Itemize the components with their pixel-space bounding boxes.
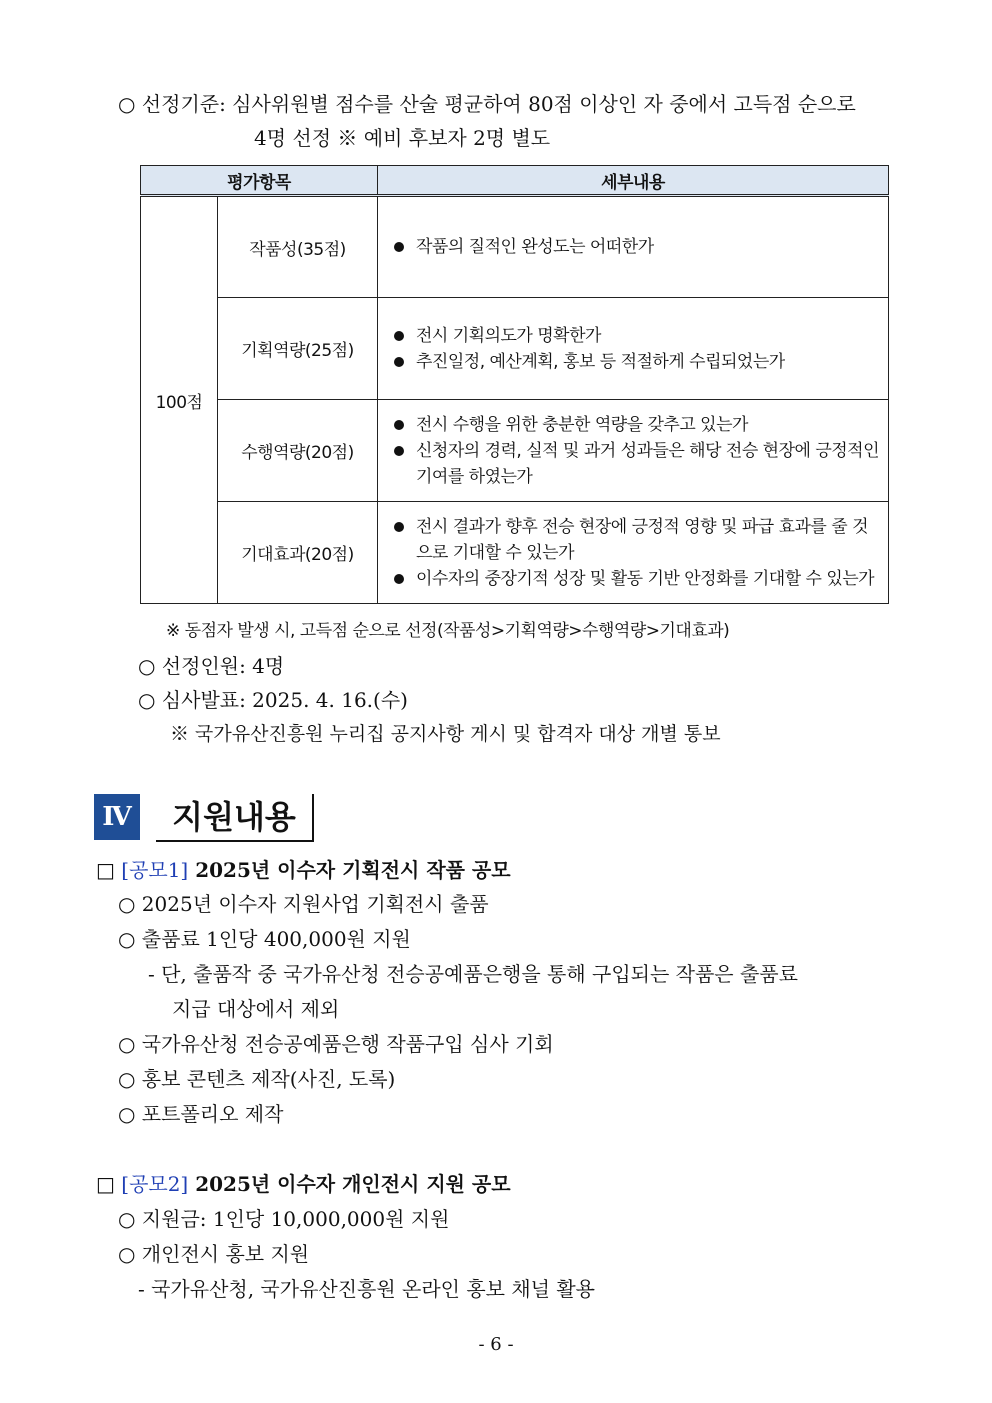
contest1-heading xyxy=(96,856,511,884)
contest1-item: ○ 포트폴리오 제작 xyxy=(118,1102,284,1126)
contest1-item: ○ 국가유산청 전승공예품은행 작품구입 심사 기회 xyxy=(118,1032,554,1056)
detail-bullet: 전시 수행을 위한 충분한 역량을 갖추고 있는가 xyxy=(390,412,880,438)
selection-count: ○ 선정인원: 4명 xyxy=(138,654,285,678)
contest1-item: ○ 출품료 1인당 400,000원 지원 xyxy=(118,927,411,951)
detail-bullet: 작품의 질적인 완성도는 어떠한가 xyxy=(390,234,880,260)
contest2-title: 2025년 이수자 개인전시 지원 공모 xyxy=(188,1172,511,1196)
checkbox-square-icon: □ xyxy=(96,1172,115,1196)
contest1-item: ○ 홍보 콘텐츠 제작(사진, 도록) xyxy=(118,1067,396,1091)
detail-bullet: 신청자의 경력, 실적 및 과거 성과들은 해당 전승 현장에 긍정적인 기여를 하였는가 xyxy=(390,438,880,490)
details-cell xyxy=(378,196,889,298)
contest2-subitem: - 국가유산청, 국가유산진흥원 온라인 홍보 채널 활용 xyxy=(138,1277,595,1301)
tie-note: ※ 동점자 발생 시, 고득점 순으로 선정(작품성>기획역량>수행역량>기대효과) xyxy=(166,621,730,641)
category-cell: 수행역량(20점) xyxy=(218,400,378,502)
category-cell: 기획역량(25점) xyxy=(218,298,378,400)
contest2-tag: [공모2] xyxy=(121,1172,189,1196)
total-score: 100점 xyxy=(141,196,218,604)
announcement-date: ○ 심사발표: 2025. 4. 16.(수) xyxy=(138,688,408,712)
header-details: 세부내용 xyxy=(378,166,889,196)
details-cell xyxy=(378,502,889,604)
criteria-line2: 4명 선정 ※ 예비 후보자 2명 별도 xyxy=(254,126,551,150)
evaluation-table xyxy=(140,165,889,604)
contest2-item: ○ 지원금: 1인당 10,000,000원 지원 xyxy=(118,1207,450,1231)
contest1-subitem: - 단, 출품작 중 국가유산청 전승공예품은행을 통해 구입되는 작품은 출품료 xyxy=(148,962,798,986)
page-number: - 6 - xyxy=(478,1334,514,1355)
contest2-heading xyxy=(96,1170,511,1198)
section-number-badge: Ⅳ xyxy=(94,794,140,840)
details-cell xyxy=(378,400,889,502)
detail-bullet: 이수자의 중장기적 성장 및 활동 기반 안정화를 기대할 수 있는가 xyxy=(390,566,880,592)
table-header-row xyxy=(141,166,889,196)
detail-bullet: 추진일정, 예산계획, 홍보 등 적절하게 수립되었는가 xyxy=(390,349,880,375)
contest1-title: 2025년 이수자 기획전시 작품 공모 xyxy=(188,858,511,882)
criteria-line1: ○ 선정기준: 심사위원별 점수를 산술 평균하여 80점 이상인 자 중에서 고득점 순으로 xyxy=(118,92,856,116)
table-row xyxy=(141,196,889,298)
contest1-tag: [공모1] xyxy=(121,858,189,882)
contest1-item: ○ 2025년 이수자 지원사업 기획전시 출품 xyxy=(118,892,489,916)
header-eval-item: 평가항목 xyxy=(141,166,378,196)
table-row xyxy=(141,298,889,400)
detail-bullet: 전시 기획의도가 명확한가 xyxy=(390,323,880,349)
detail-bullet: 전시 결과가 향후 전승 현장에 긍정적 영향 및 파급 효과를 줄 것으로 기대할 수 있는가 xyxy=(390,514,880,566)
section-title: 지원내용 xyxy=(156,794,314,842)
details-cell xyxy=(378,298,889,400)
table-row xyxy=(141,502,889,604)
category-cell: 기대효과(20점) xyxy=(218,502,378,604)
announcement-note: ※ 국가유산진흥원 누리집 공지사항 게시 및 합격자 대상 개별 통보 xyxy=(170,723,721,745)
contest1-subitem-cont: 지급 대상에서 제외 xyxy=(172,997,340,1021)
category-cell: 작품성(35점) xyxy=(218,196,378,298)
contest2-item: ○ 개인전시 홍보 지원 xyxy=(118,1242,310,1266)
checkbox-square-icon: □ xyxy=(96,858,115,882)
table-row xyxy=(141,400,889,502)
